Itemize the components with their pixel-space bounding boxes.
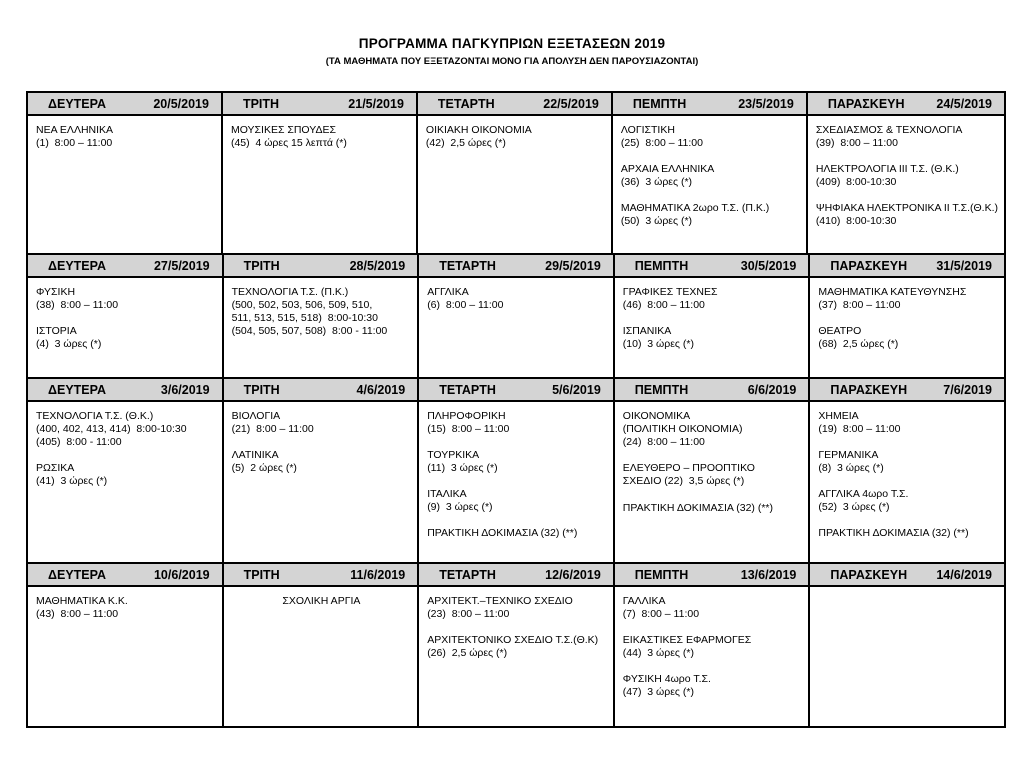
exam-details: (21) 8:00 – 11:00	[231, 423, 314, 435]
exam-subject: ΗΛΕΚΤΡΟΛΟΓΙΑ ΙΙΙ Τ.Σ. (Θ.Κ.)	[815, 163, 959, 175]
exam-entry	[623, 286, 803, 312]
exam-entry	[426, 124, 605, 150]
day-name: ΤΡΙΤΗ	[243, 567, 280, 582]
day-exams	[615, 402, 809, 562]
exam-details: (68) 2,5 ώρες (*)	[818, 338, 899, 350]
day-header	[615, 255, 809, 278]
exam-entry	[427, 488, 607, 514]
day-cell	[417, 255, 613, 377]
exam-entry	[36, 462, 216, 488]
day-date: 12/6/2019	[545, 567, 601, 582]
exam-entry	[427, 410, 607, 436]
day-exams	[419, 402, 613, 562]
exam-subject: ΜΟΥΣΙΚΕΣ ΣΠΟΥΔΕΣ	[230, 124, 336, 136]
page-subtitle: (ΤΑ ΜΑΘΗΜΑΤΑ ΠΟΥ ΕΞΕΤΑΖΟΝΤΑΙ ΜΟΝΟ ΓΙΑ ΑΠΟΛΥΣΗ ΔΕΝ ΠΑΡΟΥΣΙΑΖΟΝΤΑΙ)	[325, 56, 699, 67]
day-exams	[418, 116, 611, 253]
day-cell	[611, 93, 806, 253]
exam-subject: ΙΣΤΟΡΙΑ	[36, 325, 77, 337]
day-name: ΠΑΡΑΣΚΕΥΗ	[830, 567, 908, 582]
day-name: ΠΕΜΠΤΗ	[634, 567, 689, 582]
page-title: ΠΡΟΓΡΑΜΜΑ ΠΑΓΚΥΠΡΙΩΝ ΕΞΕΤΑΣΕΩΝ 2019	[358, 36, 666, 51]
exam-entry	[621, 163, 800, 189]
day-exams	[224, 278, 418, 377]
exam-details: (52) 3 ώρες (*)	[818, 501, 890, 513]
exam-details: (400, 402, 413, 414) 8:00-10:30	[36, 423, 187, 435]
day-exams	[810, 587, 1004, 726]
exam-subject: ΦΥΣΙΚΗ	[36, 286, 76, 298]
day-date: 20/5/2019	[153, 96, 209, 111]
exam-details: (41) 3 ώρες (*)	[36, 475, 108, 487]
exam-subject: ΠΡΑΚΤΙΚΗ ΔΟΚΙΜΑΣΙΑ (32) (**)	[622, 502, 773, 514]
day-exams	[615, 278, 809, 377]
day-name: ΠΕΜΠΤΗ	[632, 96, 687, 111]
day-exams	[28, 278, 222, 377]
exam-subject: ΝΕΑ ΕΛΛΗΝΙΚΑ	[36, 124, 114, 136]
exam-details: (43) 8:00 – 11:00	[36, 608, 119, 620]
exam-details: 511, 513, 515, 518) 8:00-10:30	[231, 312, 378, 324]
exam-details: (38) 8:00 – 11:00	[36, 299, 119, 311]
exam-entry	[427, 634, 607, 660]
exam-details: (26) 2,5 ώρες (*)	[427, 647, 508, 659]
day-date: 4/6/2019	[356, 382, 406, 397]
exam-entry	[818, 410, 998, 436]
day-date: 31/5/2019	[936, 258, 992, 273]
exam-details: (47) 3 ώρες (*)	[622, 686, 694, 698]
exam-details: (1) 8:00 – 11:00	[36, 137, 113, 149]
day-date: 3/6/2019	[160, 382, 210, 397]
day-cell	[808, 379, 1004, 562]
day-cell	[417, 379, 613, 562]
day-date: 10/6/2019	[153, 567, 210, 582]
exam-details: (45) 4 ώρες 15 λεπτά (*)	[230, 137, 347, 149]
exam-entry	[623, 410, 803, 449]
day-name: ΠΕΜΠΤΗ	[634, 382, 689, 397]
exam-entry	[427, 286, 607, 312]
exam-subject: ΑΡΧΙΤΕΚΤΟΝΙΚΟ ΣΧΕΔΙΟ Τ.Σ.(Θ.Κ)	[427, 634, 599, 646]
exam-entry	[427, 595, 607, 621]
exam-subject: ΕΛΕΥΘΕΡΟ – ΠΡΟΟΠΤΙΚΟ	[622, 462, 755, 474]
exam-entry	[232, 286, 412, 338]
exam-subject: ΠΛΗΡΟΦΟΡΙΚΗ	[427, 410, 506, 422]
exam-details: (37) 8:00 – 11:00	[818, 299, 901, 311]
exam-entry	[816, 124, 998, 150]
day-header	[224, 255, 418, 278]
exam-entry	[818, 527, 998, 540]
exam-subject: ΦΥΣΙΚΗ 4ωρο Τ.Σ.	[622, 673, 711, 685]
day-exams	[613, 116, 806, 253]
exam-details: (405) 8:00 - 11:00	[36, 436, 122, 448]
day-exams	[28, 116, 221, 253]
exam-entry	[818, 325, 998, 351]
exam-subject: ΑΡΧΑΙΑ ΕΛΛΗΝΙΚΑ	[620, 163, 715, 175]
day-header	[28, 564, 222, 587]
exam-entry	[621, 124, 800, 150]
day-header	[808, 93, 1004, 116]
day-exams	[810, 278, 1004, 377]
exam-subject: ΣΧΟΛΙΚΗ ΑΡΓΙΑ	[282, 595, 361, 607]
day-name: ΤΕΤΑΡΤΗ	[439, 567, 496, 582]
day-cell	[808, 255, 1004, 377]
day-exams	[223, 116, 416, 253]
exam-entry	[36, 124, 215, 150]
exam-subject: ΤΕΧΝΟΛΟΓΙΑ Τ.Σ. (Θ.Κ.)	[36, 410, 154, 422]
day-exams	[28, 587, 222, 726]
week-row	[28, 253, 1004, 377]
day-name: ΤΕΤΑΡΤΗ	[439, 382, 496, 397]
exam-details: (ΠΟΛΙΤΙΚΗ ΟΙΚΟΝΟΜΙΑ)	[622, 423, 743, 435]
exam-entry	[427, 449, 607, 475]
exam-details: ΣΧΕΔΙΟ (22) 3,5 ώρες (*)	[622, 475, 745, 487]
day-date: 24/5/2019	[936, 96, 992, 111]
day-date: 13/6/2019	[740, 567, 797, 582]
day-exams	[615, 587, 809, 726]
day-name: ΤΡΙΤΗ	[242, 96, 280, 111]
exam-entry	[623, 462, 803, 488]
week-row	[28, 377, 1004, 562]
exam-subject: ΑΓΓΛΙΚΑ 4ωρο Τ.Σ.	[818, 488, 909, 500]
exam-entry	[818, 488, 998, 514]
exam-entry	[818, 286, 998, 312]
exam-subject: ΠΡΑΚΤΙΚΗ ΔΟΚΙΜΑΣΙΑ (32) (**)	[427, 527, 578, 539]
day-header	[419, 255, 613, 278]
day-cell	[222, 255, 418, 377]
exam-entry	[623, 502, 803, 515]
day-header	[418, 93, 611, 116]
day-header	[613, 93, 806, 116]
day-header	[615, 564, 809, 587]
exam-subject: ΨΗΦΙΑΚΑ ΗΛΕΚΤΡΟΝΙΚΑ ΙΙ Τ.Σ.(Θ.Κ.)	[815, 202, 998, 214]
exam-subject: ΘΕΑΤΡΟ	[818, 325, 862, 337]
day-exams	[28, 402, 222, 562]
exam-subject: ΓΕΡΜΑΝΙΚΑ	[818, 449, 879, 461]
exam-subject: ΓΡΑΦΙΚΕΣ ΤΕΧΝΕΣ	[622, 286, 718, 298]
exam-subject: ΙΣΠΑΝΙΚΑ	[622, 325, 672, 337]
exam-entry	[232, 449, 412, 475]
exam-subject: ΤΕΧΝΟΛΟΓΙΑ Τ.Σ. (Π.Κ.)	[231, 286, 349, 298]
day-name: ΠΑΡΑΣΚΕΥΗ	[830, 382, 908, 397]
exam-entry	[623, 325, 803, 351]
exam-subject: ΤΟΥΡΚΙΚΑ	[427, 449, 480, 461]
exam-details: (5) 2 ώρες (*)	[231, 462, 297, 474]
day-cell	[221, 93, 416, 253]
day-date: 30/5/2019	[740, 258, 797, 273]
exam-details: (6) 8:00 – 11:00	[427, 299, 504, 311]
day-header	[28, 93, 221, 116]
exam-details: (25) 8:00 – 11:00	[620, 137, 703, 149]
exam-details: (11) 3 ώρες (*)	[427, 462, 498, 474]
exam-details: (500, 502, 503, 506, 509, 510,	[231, 299, 373, 311]
exam-subject: ΣΧΕΔΙΑΣΜΟΣ & ΤΕΧΝΟΛΟΓΙΑ	[815, 124, 963, 136]
exam-details: (504, 505, 507, 508) 8:00 - 11:00	[231, 325, 388, 337]
day-exams	[419, 278, 613, 377]
day-name: ΤΡΙΤΗ	[243, 382, 280, 397]
day-date: 28/5/2019	[349, 258, 406, 273]
day-cell	[222, 379, 418, 562]
exam-entry	[36, 325, 216, 351]
exam-entry	[623, 595, 803, 621]
day-exams	[419, 587, 613, 726]
exam-details: (44) 3 ώρες (*)	[622, 647, 694, 659]
day-name: ΤΕΤΑΡΤΗ	[439, 258, 496, 273]
day-exams	[224, 402, 418, 562]
day-cell	[613, 379, 809, 562]
exam-entry	[36, 286, 216, 312]
day-date: 29/5/2019	[545, 258, 601, 273]
exam-subject: ΛΟΓΙΣΤΙΚΗ	[620, 124, 675, 136]
exam-details: (4) 3 ώρες (*)	[36, 338, 102, 350]
exam-details: (42) 2,5 ώρες (*)	[425, 137, 506, 149]
day-name: ΠΑΡΑΣΚΕΥΗ	[830, 258, 908, 273]
exam-subject: ΡΩΣΙΚΑ	[36, 462, 75, 474]
exam-entry	[232, 410, 412, 436]
day-header	[615, 379, 809, 402]
day-name: ΔΕΥΤΕΡΑ	[48, 258, 107, 273]
exam-entry	[816, 202, 998, 228]
day-name: ΠΕΜΠΤΗ	[634, 258, 689, 273]
day-cell	[222, 564, 418, 726]
exam-subject: ΧΗΜΕΙΑ	[818, 410, 859, 422]
day-header	[419, 379, 613, 402]
exam-entry	[231, 124, 410, 150]
day-cell	[28, 255, 222, 377]
day-header	[28, 379, 222, 402]
exam-entry	[36, 595, 216, 621]
day-header	[810, 255, 1004, 278]
exam-entry	[427, 527, 607, 540]
exam-entry	[623, 673, 803, 699]
day-name: ΔΕΥΤΕΡΑ	[48, 382, 107, 397]
day-name: ΔΕΥΤΕΡΑ	[48, 567, 107, 582]
day-date: 7/6/2019	[943, 382, 992, 397]
day-cell	[613, 255, 809, 377]
exam-subject: ΠΡΑΚΤΙΚΗ ΔΟΚΙΜΑΣΙΑ (32) (**)	[818, 527, 969, 539]
exam-details: (409) 8:00-10:30	[815, 176, 897, 188]
exam-details: (46) 8:00 – 11:00	[622, 299, 705, 311]
day-cell	[28, 379, 222, 562]
exam-subject: ΒΙΟΛΟΓΙΑ	[231, 410, 281, 422]
day-header	[223, 93, 416, 116]
day-exams	[808, 116, 1004, 253]
exam-entry	[818, 449, 998, 475]
exam-details: (36) 3 ώρες (*)	[620, 176, 693, 188]
exam-subject: ΛΑΤΙΝΙΚΑ	[231, 449, 279, 461]
day-header	[419, 564, 613, 587]
day-date: 27/5/2019	[153, 258, 210, 273]
day-header	[810, 379, 1004, 402]
day-date: 21/5/2019	[348, 96, 404, 111]
exam-details: (19) 8:00 – 11:00	[818, 423, 901, 435]
day-cell	[808, 564, 1004, 726]
week-row	[28, 93, 1004, 253]
exam-details: (7) 8:00 – 11:00	[622, 608, 700, 620]
exam-entry	[232, 595, 412, 608]
exam-details: (50) 3 ώρες (*)	[620, 215, 693, 227]
exam-schedule-grid	[26, 91, 1006, 728]
exam-subject: ΜΑΘΗΜΑΤΙΚΑ Κ.Κ.	[36, 595, 128, 607]
day-cell	[28, 93, 221, 253]
exam-subject: ΑΓΓΛΙΚΑ	[427, 286, 469, 298]
day-date: 14/6/2019	[936, 567, 992, 582]
exam-entry	[623, 634, 803, 660]
exam-subject: ΙΤΑΛΙΚΑ	[427, 488, 467, 500]
day-cell	[416, 93, 611, 253]
day-name: ΔΕΥΤΕΡΑ	[48, 96, 107, 111]
exam-details: (15) 8:00 – 11:00	[427, 423, 510, 435]
exam-details: (410) 8:00-10:30	[815, 215, 897, 227]
day-date: 22/5/2019	[543, 96, 599, 111]
day-header	[810, 564, 1004, 587]
exam-subject: ΕΙΚΑΣΤΙΚΕΣ ΕΦΑΡΜΟΓΕΣ	[622, 634, 752, 646]
exam-subject: ΓΑΛΛΙΚΑ	[622, 595, 666, 607]
exam-details: (24) 8:00 – 11:00	[622, 436, 705, 448]
day-exams	[224, 587, 418, 726]
day-header	[224, 379, 418, 402]
exam-details: (23) 8:00 – 11:00	[427, 608, 510, 620]
exam-entry	[621, 202, 800, 228]
day-cell	[806, 93, 1004, 253]
day-date: 11/6/2019	[350, 567, 406, 582]
exam-details: (10) 3 ώρες (*)	[622, 338, 694, 350]
day-cell	[613, 564, 809, 726]
week-row	[28, 562, 1004, 726]
day-date: 5/6/2019	[552, 382, 601, 397]
exam-subject: ΑΡΧΙΤΕΚΤ.–ΤΕΧΝΙΚΟ ΣΧΕΔΙΟ	[427, 595, 573, 607]
exam-details: (8) 3 ώρες (*)	[818, 462, 884, 474]
exam-details: (9) 3 ώρες (*)	[427, 501, 493, 513]
day-header	[28, 255, 222, 278]
day-header	[224, 564, 418, 587]
exam-details: (39) 8:00 – 11:00	[815, 137, 898, 149]
day-cell	[417, 564, 613, 726]
day-date: 6/6/2019	[747, 382, 797, 397]
exam-entry	[36, 410, 216, 449]
day-cell	[28, 564, 222, 726]
exam-subject: ΟΙΚΟΝΟΜΙΚΑ	[622, 410, 691, 422]
day-name: ΤΕΤΑΡΤΗ	[437, 96, 495, 111]
day-exams	[810, 402, 1004, 562]
exam-entry	[816, 163, 998, 189]
exam-subject: ΟΙΚΙΑΚΗ ΟΙΚΟΝΟΜΙΑ	[425, 124, 532, 136]
exam-subject: ΜΑΘΗΜΑΤΙΚΑ ΚΑΤΕΥΘΥΝΣΗΣ	[818, 286, 967, 298]
day-name: ΠΑΡΑΣΚΕΥΗ	[827, 96, 905, 111]
exam-subject: ΜΑΘΗΜΑΤΙΚΑ 2ωρο Τ.Σ. (Π.Κ.)	[620, 202, 770, 214]
day-date: 23/5/2019	[738, 96, 794, 111]
day-name: ΤΡΙΤΗ	[243, 258, 280, 273]
